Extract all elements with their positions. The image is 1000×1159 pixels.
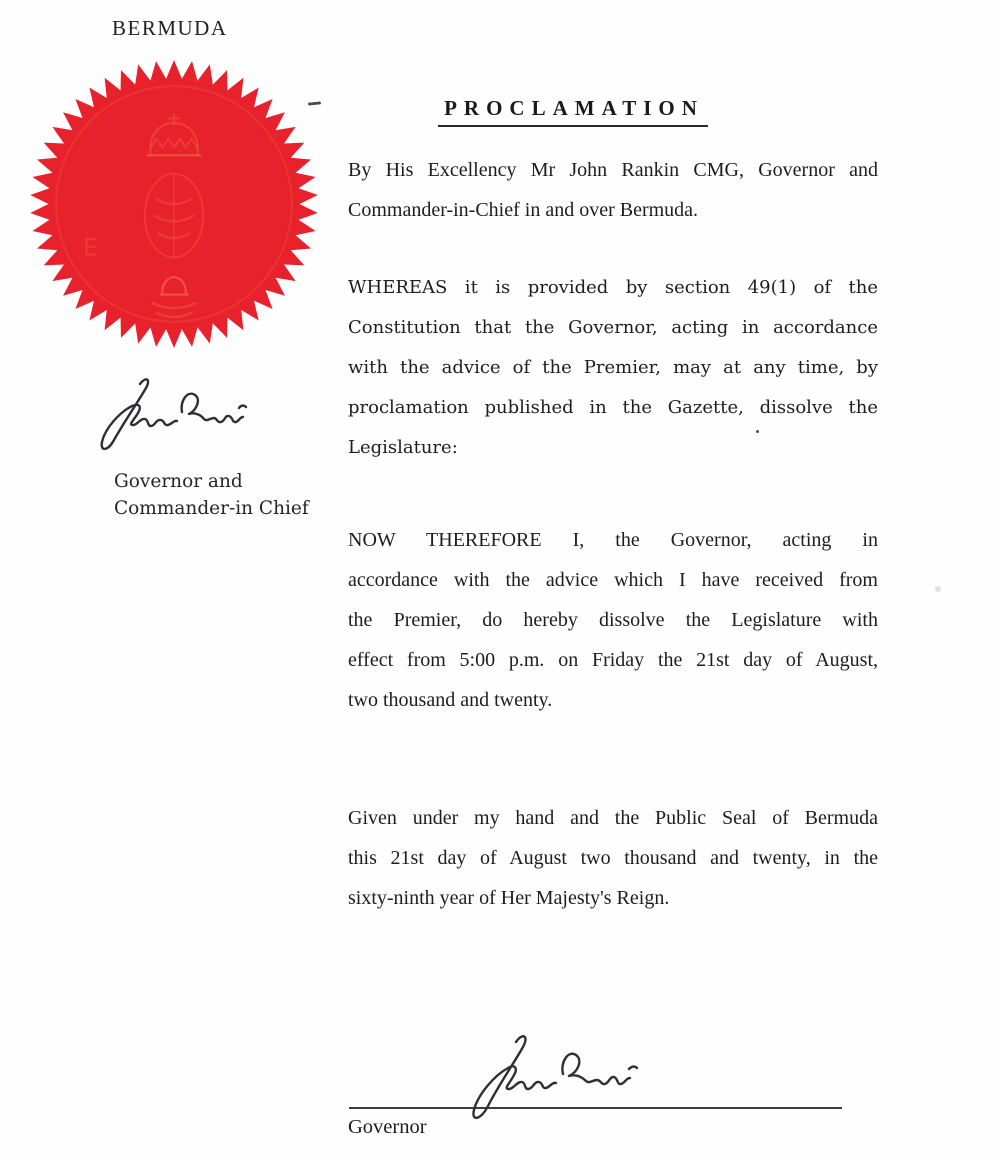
given-line: Given under my hand and the Public Seal of Bermuda bbox=[348, 807, 878, 829]
footer-signatory-title: Governor bbox=[348, 1116, 427, 1138]
seal-graphic bbox=[26, 58, 322, 350]
whereas-line: WHEREAS it is provided by section 49(1) of the bbox=[348, 277, 878, 298]
given-line: this 21st day of August two thousand and twenty, in the bbox=[348, 847, 878, 869]
now-line: two thousand and twenty. bbox=[348, 689, 553, 711]
intro-line: Commander-in-Chief in and over Bermuda. bbox=[348, 199, 699, 221]
document-title-text: PROCLAMATION bbox=[438, 96, 708, 127]
now-line: accordance with the advice which I have received from bbox=[348, 569, 878, 591]
whereas-line: with the advice of the Premier, may at any time, by bbox=[348, 357, 878, 378]
document-title bbox=[348, 96, 798, 127]
governor-signature-top bbox=[96, 374, 248, 460]
now-therefore-paragraph bbox=[348, 520, 878, 720]
given-paragraph bbox=[348, 798, 878, 918]
whereas-paragraph bbox=[348, 268, 878, 468]
left-signatory-title bbox=[114, 468, 344, 522]
whereas-line: Constitution that the Governor, acting in accordance bbox=[348, 317, 878, 338]
whereas-line: Legislature: bbox=[348, 437, 458, 458]
left-signatory-title-line2: Commander-in Chief bbox=[114, 498, 309, 519]
scan-artifact-dot bbox=[756, 430, 759, 433]
public-seal bbox=[26, 58, 322, 350]
now-line: the Premier, do hereby dissolve the Legislature with bbox=[348, 609, 878, 631]
intro-paragraph bbox=[348, 150, 878, 230]
country-label: BERMUDA bbox=[112, 16, 228, 40]
now-line: NOW THEREFORE I, the Governor, acting in bbox=[348, 529, 878, 551]
left-signatory-title-line1: Governor and bbox=[114, 471, 243, 492]
governor-signature-bottom bbox=[466, 1030, 650, 1126]
now-line: effect from 5:00 p.m. on Friday the 21st day of August, bbox=[348, 649, 878, 671]
scan-artifact-speck bbox=[935, 586, 941, 592]
intro-line: By His Excellency Mr John Rankin CMG, Governor and bbox=[348, 159, 878, 181]
given-line: sixty-ninth year of Her Majesty's Reign. bbox=[348, 887, 670, 909]
whereas-line: proclamation published in the Gazette, dissolve the bbox=[348, 397, 878, 418]
